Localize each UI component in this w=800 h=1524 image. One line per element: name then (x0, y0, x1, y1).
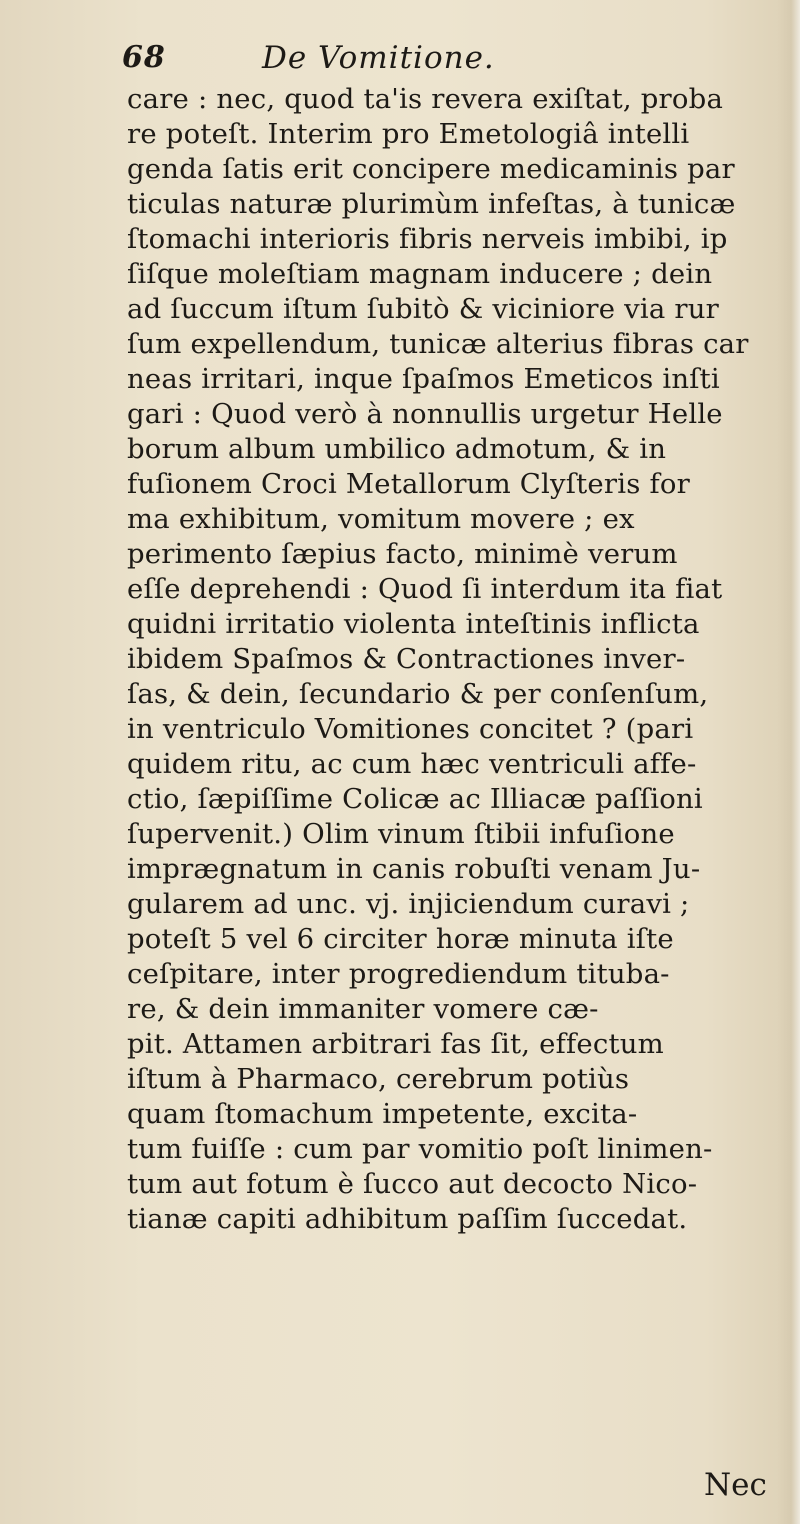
text-line: ſupervenit.) Olim vinum ſtibii infuſione (127, 818, 675, 850)
text-line: ceſpitare, inter progrediendum tituba- (127, 958, 670, 990)
page-header (122, 40, 742, 80)
text-line: borum album umbilico admotum, & in (127, 433, 667, 465)
text-line: ad ſuccum iſtum ſubitò & viciniore via rur (127, 293, 719, 325)
page-number: 68 (122, 40, 166, 75)
text-line: quidem ritu, ac cum hæc ventriculi affe- (127, 748, 697, 780)
text-line: tum aut fotum è ſucco aut decocto Nico- (127, 1168, 698, 1200)
page-edge (778, 0, 800, 1524)
text-line: ſtomachi interioris fibris nerveis imbibi, ip (127, 223, 728, 255)
text-line: pit. Attamen arbitrari fas ſit, effectum (127, 1028, 664, 1060)
text-line: gari : Quod verò à nonnullis urgetur Helle (127, 398, 723, 430)
text-line: ſas, & dein, ſecundario & per conſenſum, (127, 678, 709, 710)
text-line: perimento ſæpius facto, minimè verum (127, 538, 678, 570)
text-line: fuſionem Croci Metallorum Clyſteris for (127, 468, 690, 500)
text-line: tianæ capiti adhibitum paſſim ſuccedat. (127, 1203, 688, 1235)
running-title: De Vomitione. (262, 40, 495, 76)
text-line: eſſe deprehendi : Quod ſi interdum ita fiat (127, 573, 723, 605)
text-line: re poteſt. Interim pro Emetologiâ intelli (127, 118, 690, 150)
text-line: ma exhibitum, vomitum movere ; ex (127, 503, 635, 535)
text-line: neas irritari, inque ſpaſmos Emeticos inſti (127, 363, 720, 395)
text-line: imprægnatum in canis robuſti venam Ju- (127, 853, 701, 885)
text-line: care : nec, quod ta'is revera exiſtat, proba (127, 83, 724, 115)
text-line: poteſt 5 vel 6 circiter horæ minuta iſte (127, 923, 674, 955)
catchword: Nec (704, 1467, 767, 1503)
text-line: gularem ad unc. vj. injiciendum curavi ; (127, 888, 690, 920)
text-line: ctio, ſæpiſſime Colicæ ac Illiacæ paſſioni (127, 783, 703, 815)
text-line: quam ſtomachum impetente, excita- (127, 1098, 638, 1130)
text-line: re, & dein immaniter vomere cæ- (127, 993, 599, 1025)
text-line: ſum expellendum, tunicæ alterius fibras car (127, 328, 749, 360)
text-line: ticulas naturæ plurimùm infeſtas, à tunicæ (127, 188, 736, 220)
text-line: genda ſatis erit concipere medicaminis par (127, 153, 735, 185)
text-line: ſiſque moleſtiam magnam inducere ; dein (127, 258, 713, 290)
text-line: ibidem Spaſmos & Contractiones inver- (127, 643, 686, 675)
text-line: iſtum à Pharmaco, cerebrum potiùs (127, 1063, 630, 1095)
text-line: tum fuiſſe : cum par vomitio poſt linimen- (127, 1133, 713, 1165)
body-text (127, 82, 767, 1237)
text-line: quidni irritatio violenta inteſtinis inflicta (127, 608, 700, 640)
text-line: in ventriculo Vomitiones concitet ? (pari (127, 713, 694, 745)
